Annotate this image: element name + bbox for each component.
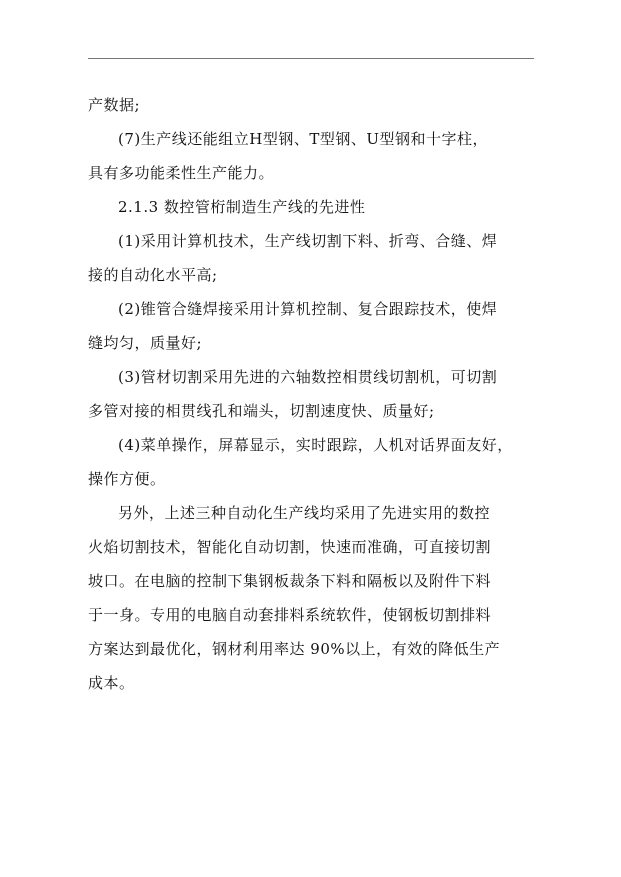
paragraph-line: 成本。 [88,674,135,692]
paragraph-line: 操作方便。 [88,470,166,488]
paragraph-line: (3)管材切割采用先进的六轴数控相贯线切割机，可切割 [118,368,498,386]
paragraph-line: 接的自动化水平高; [88,266,218,284]
paragraph-line: 多管对接的相贯线孔和端头，切割速度快、质量好; [88,402,435,420]
section-heading: 2.1.3 数控管桁制造生产线的先进性 [118,198,366,216]
paragraph-line: 方案达到最优化，钢材利用率达 90%以上，有效的降低生产 [88,640,501,658]
header-rule [88,58,534,59]
paragraph-line: 产数据; [88,96,141,114]
paragraph-line: 具有多功能柔性生产能力。 [88,164,275,182]
paragraph-line: 坡口。在电脑的控制下集钢板裁条下料和隔板以及附件下料 [88,572,492,590]
paragraph-line: (7)生产线还能组立H型钢、T型钢、U型钢和十字柱， [118,130,488,148]
paragraph-line: (2)锥管合缝焊接采用计算机控制、复合跟踪技术，使焊 [118,300,498,318]
paragraph-line: 于一身。专用的电脑自动套排料系统软件，使钢板切割排料 [88,606,492,624]
document-body [88,88,534,700]
paragraph-line: 火焰切割技术，智能化自动切割，快速而准确，可直接切割 [88,538,492,556]
paragraph-line: 另外，上述三种自动化生产线均采用了先进实用的数控 [118,504,491,522]
paragraph-line: 缝均匀，质量好; [88,334,203,352]
paragraph-line: (4)菜单操作，屏幕显示，实时跟踪，人机对话界面友好， [118,436,513,454]
paragraph-line: (1)采用计算机技术，生产线切割下料、折弯、合缝、焊 [118,232,498,250]
